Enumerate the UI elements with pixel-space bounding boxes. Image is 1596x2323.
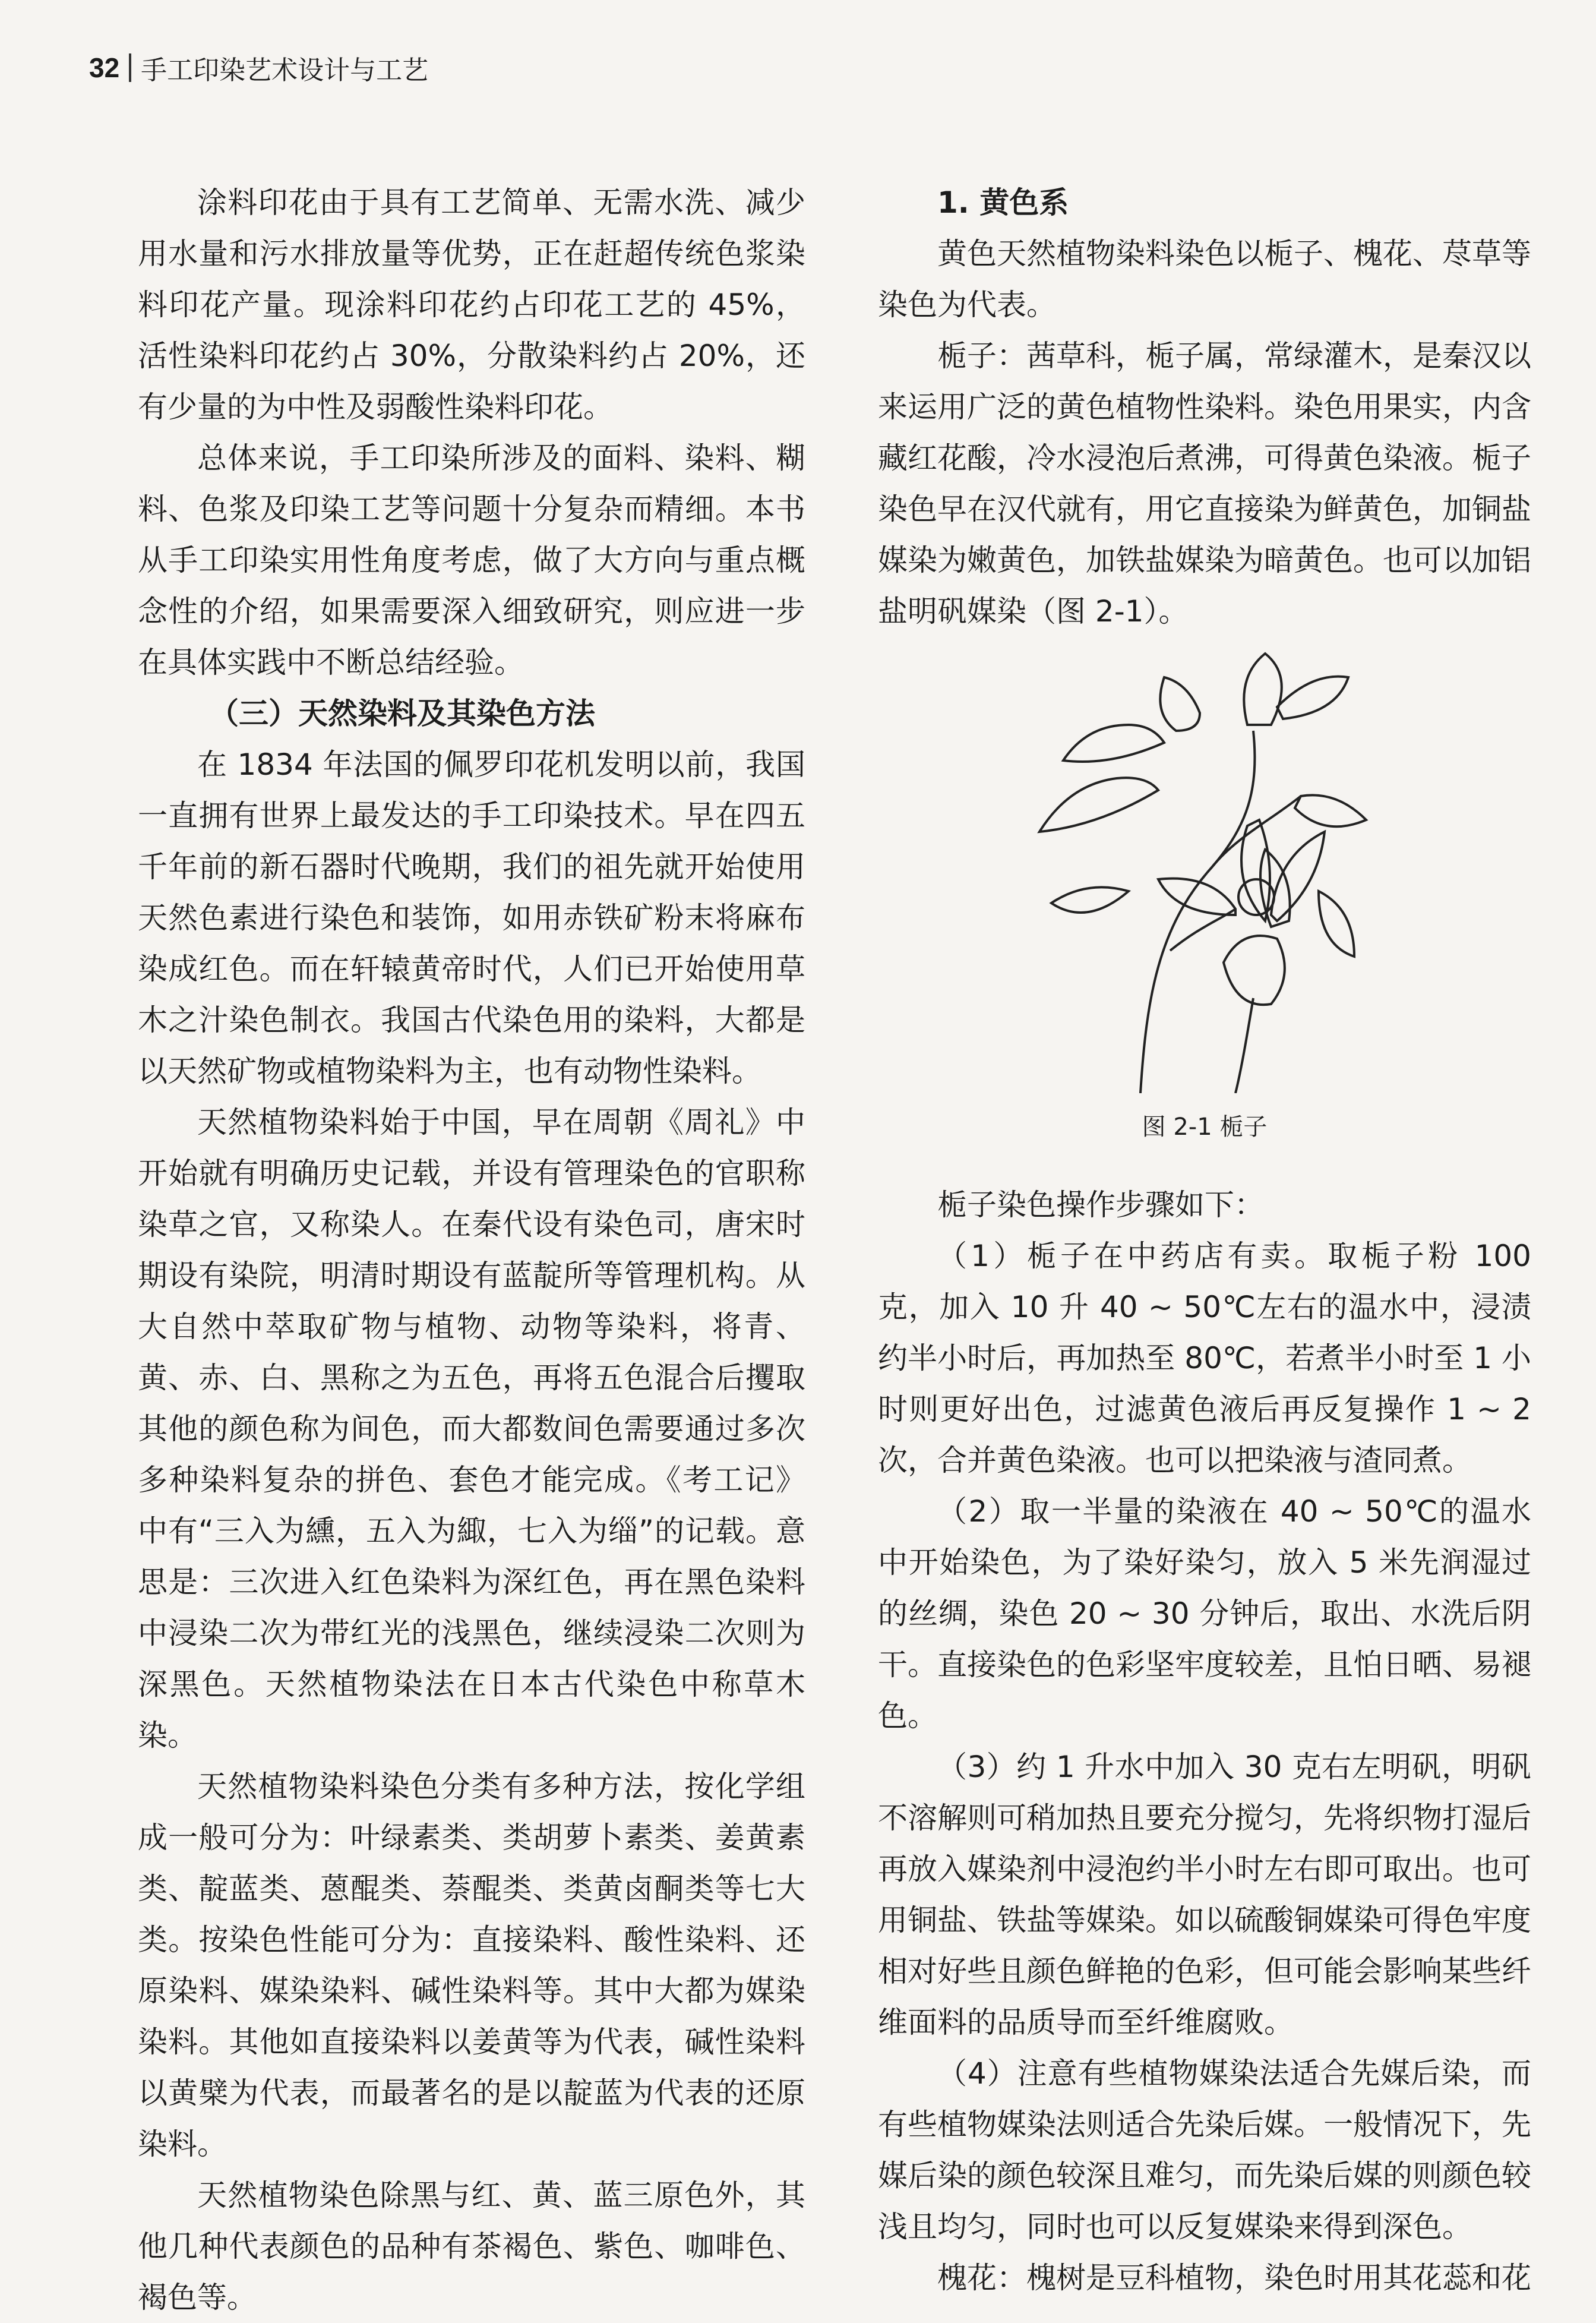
left-column	[138, 177, 805, 2323]
paragraph: （2）取一半量的染液在 40 ~ 50℃的温水中开始染色，为了染好染匀，放入 5 米先润湿过的丝绸，染色 20 ~ 30 分钟后，取出、水洗后阴干。直接染色的色彩坚牢度较差，且怕日晒、易褪色。	[878, 1494, 1531, 1733]
paragraph: （1）栀子在中药店有卖。取栀子粉 100 克，加入 10 升 40 ~ 50℃左右的温水中，浸渍约半小时后，再加热至 80℃，若煮半小时至 1 小时则更好出色，过滤黄色液后再反复操作 1 ~ 2 次，合并黄色染液。也可以把染液与渣同煮。	[878, 1239, 1531, 1478]
paragraph: 天然植物染料始于中国，早在周朝《周礼》中开始就有明确历史记载，并设有管理染色的官职称染草之官，又称染人。在秦代设有染色司，唐宋时期设有染院，明清时期设有蓝靛所等管理机构。从大自然中萃取矿物与植物、动物等染料，将青、黄、赤、白、黑称之为五色，再将五色混合后攫取其他的颜色称为间色，而大都数间色需要通过多次多种染料复杂的拼色、套色才能完成。《考工记》中有“三入为纁，五入为緅，七入为缁”的记载。意思是：三次进入红色染料为深红色，再在黑色染料中浸染二次为带红光的浅黑色，继续浸染二次则为深黑色。天然植物染法在日本古代染色中称草木染。	[138, 1105, 805, 1753]
header-divider	[129, 53, 131, 82]
page-number: 32	[89, 52, 120, 83]
paragraph: 在 1834 年法国的佩罗印花机发明以前，我国一直拥有世界上最发达的手工印染技术。早在四五千年前的新石器时代晚期，我们的祖先就开始使用天然色素进行染色和装饰，如用赤铁矿粉末将麻布染成红色。而在轩辕黄帝时代，人们已开始使用草木之汁染色制衣。我国古代染色用的染料，大都是以天然矿物或植物染料为主，也有动物性染料。	[138, 747, 805, 1088]
paragraph: 黄色天然植物染料染色以栀子、槐花、荩草等染色为代表。	[878, 236, 1531, 322]
paragraph: 总体来说，手工印染所涉及的面料、染料、糊料、色浆及印染工艺等问题十分复杂而精细。本书从手工印染实用性角度考虑，做了大方向与重点概念性的介绍，如果需要深入细致研究，则应进一步在具体实践中不断总结经验。	[138, 441, 805, 680]
figure-caption: 图 2-1 栀子	[1142, 1113, 1268, 1141]
right-column-top	[878, 177, 1531, 637]
book-title: 手工印染艺术设计与工艺	[141, 55, 429, 86]
paragraph: （4）注意有些植物媒染法适合先媒后染，而有些植物媒染法则适合先染后媒。一般情况下，先媒后染的颜色较深且难匀，而先染后媒的则颜色较浅且均匀，同时也可以反复媒染来得到深色。	[878, 2056, 1531, 2244]
paragraph: （3）约 1 升水中加入 30 克右左明矾，明矾不溶解则可稍加热且要充分搅匀，先将织物打湿后再放入媒染剂中浸泡约半小时左右即可取出。也可用铜盐、铁盐等媒染。如以硫酸铜媒染可得色牢度相对好些且颜色鲜艳的色彩，但可能会影响某些纤维面料的品质导而至纤维腐败。	[878, 1750, 1531, 2040]
paragraph: 槐花：槐树是豆科植物，染色时用其花蕊和花	[937, 2261, 1531, 2295]
paragraph: 天然植物染色除黑与红、黄、蓝三原色外，其他几种代表颜色的品种有茶褐色、紫色、咖啡色、褐色等。	[138, 2178, 805, 2315]
paragraph: 栀子染色操作步骤如下：	[937, 1188, 1264, 1222]
subsection-heading: 1. 黄色系	[937, 185, 1069, 220]
paragraph: 涂料印花由于具有工艺简单、无需水洗、减少用水量和污水排放量等优势，正在赶超传统色浆染料印花产量。现涂料印花约占印花工艺的 45%，活性染料印花约占 30%，分散染料约占 20%，还有少量的为中性及弱酸性染料印花。	[138, 185, 805, 424]
gardenia-illustration	[1022, 642, 1408, 1093]
section-heading: （三）天然染料及其染色方法	[209, 696, 595, 731]
paragraph: 天然植物染料染色分类有多种方法，按化学组成一般可分为：叶绿素类、类胡萝卜素类、姜黄素类、靛蓝类、蒽醌类、萘醌类、类黄卤酮类等七大类。按染色性能可分为：直接染料、酸性染料、还原染料、媒染染料、碱性染料等。其中大都为媒染染料。其他如直接染料以姜黄等为代表，碱性染料以黄檗为代表，而最著名的是以靛蓝为代表的还原染料。	[138, 1769, 805, 2161]
paragraph: 栀子：茜草科，栀子属，常绿灌木，是秦汉以来运用广泛的黄色植物性染料。染色用果实，内含藏红花酸，冷水浸泡后煮沸，可得黄色染液。栀子染色早在汉代就有，用它直接染为鲜黄色，加铜盐媒染为嫩黄色，加铁盐媒染为暗黄色。也可以加铝盐明矾媒染（图 2-1）。	[878, 339, 1531, 629]
right-column-bottom	[878, 1179, 1531, 2303]
main-stem	[1140, 731, 1254, 1093]
running-header	[89, 49, 428, 87]
